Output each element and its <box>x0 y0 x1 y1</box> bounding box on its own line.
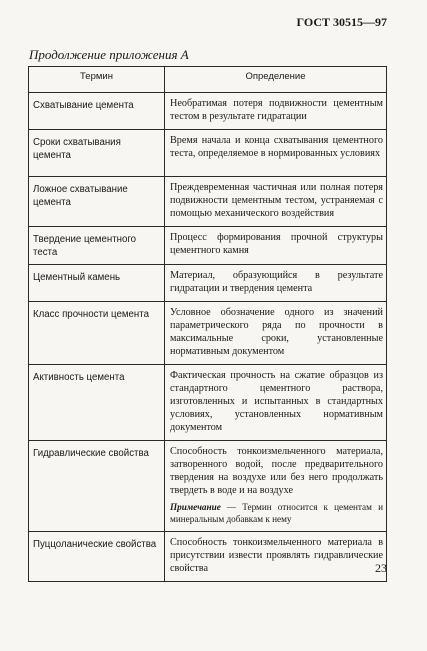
column-header-term: Термин <box>29 67 165 93</box>
definition-cell: Время начала и конца схватывания цементного теста, определяемое в нормированных условиях <box>165 130 387 177</box>
table-row <box>29 365 387 441</box>
continuation-heading: Продолжение приложения А <box>29 47 189 62</box>
table-row <box>29 302 387 365</box>
term-cell: Схватывание цемента <box>29 93 165 130</box>
term-cell: Ложное схватывание цемента <box>29 177 165 227</box>
page-number: 23 <box>375 561 387 575</box>
column-header-definition: Определение <box>165 67 387 93</box>
table-row <box>29 177 387 227</box>
document-code: ГОСТ 30515—97 <box>296 15 387 29</box>
definition-cell: Процесс формирования прочной структуры цементного камня <box>165 227 387 265</box>
definition-cell: Фактическая прочность на сжатие образцов из стандартного цементного раствора, изготовленных и испытанных в стандартных условиях, установленных нормативным документом <box>165 365 387 441</box>
terms-table <box>28 66 387 582</box>
table-row <box>29 130 387 177</box>
definition-cell: Преждевременная частичная или полная потеря подвижности цементным тестом, устраняемая с помощью механического воздействия <box>165 177 387 227</box>
term-cell: Класс прочности цемента <box>29 302 165 365</box>
term-cell: Активность цемента <box>29 365 165 441</box>
table-header-row <box>29 67 387 93</box>
term-cell: Твердение цементного теста <box>29 227 165 265</box>
definition-cell: Необратимая потеря подвижности цементным тестом в результате гидратации <box>165 93 387 130</box>
definition-note <box>170 501 383 525</box>
term-cell: Гидравлические свойства <box>29 441 165 532</box>
table-row <box>29 441 387 532</box>
note-text: — Термин относится к цементам и минеральным добавкам к нему <box>170 502 383 524</box>
definition-cell: Материал, образующийся в результате гидратации и твердения цемента <box>165 265 387 302</box>
definition-cell: Условное обозначение одного из значений параметрического ряда по прочности в максимальные сроки, установленные нормативным документом <box>165 302 387 365</box>
definition-text: Способность тонкоизмельченного материала, затворенного водой, после предварительного твердения на воздухе или без него продолжать твердеть в воде и на воздухе <box>170 446 383 496</box>
definition-cell: Способность тонкоизмельченного материала в присутствии извести проявлять гидравлические свойства <box>165 532 387 582</box>
table-row <box>29 227 387 265</box>
term-cell: Цементный камень <box>29 265 165 302</box>
table-row <box>29 532 387 582</box>
note-label: Примечание <box>170 502 221 512</box>
definition-cell <box>165 441 387 532</box>
table-row <box>29 93 387 130</box>
term-cell: Пуццоланические свойства <box>29 532 165 582</box>
term-cell: Сроки схватывания цемента <box>29 130 165 177</box>
table-row <box>29 265 387 302</box>
